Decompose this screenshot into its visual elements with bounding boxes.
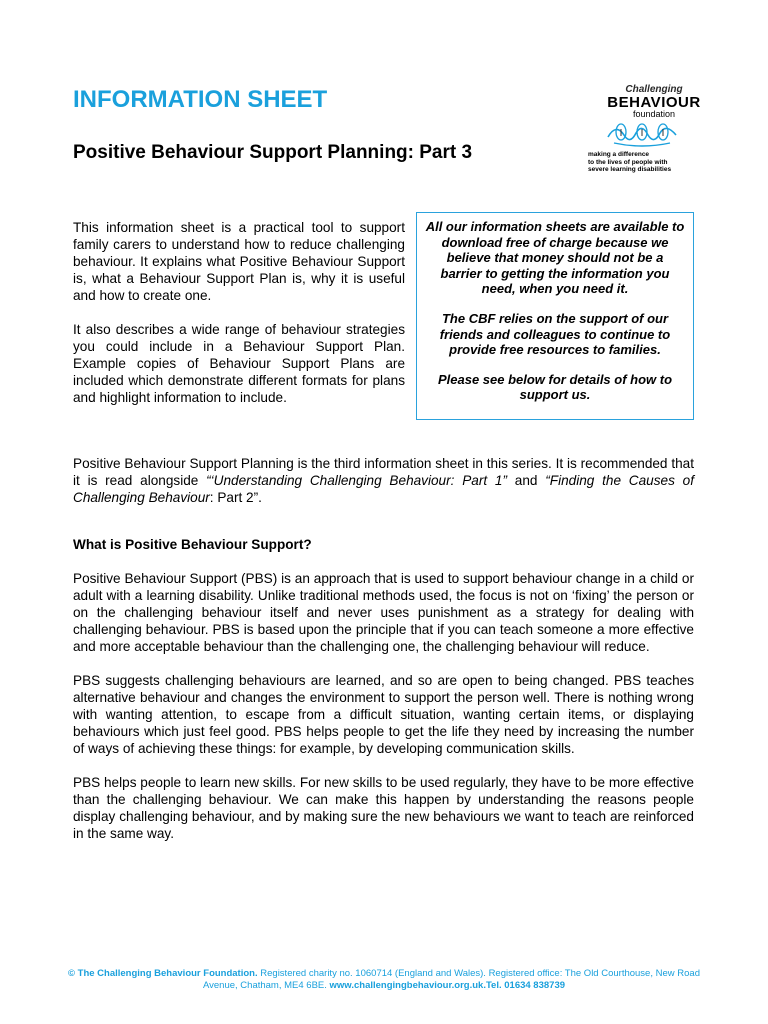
series-paragraph: Positive Behaviour Support Planning is the third information sheet in this series. It is recommended that it is read alongside “‘Understanding Challenging Behaviour: Part 1” and “Finding the Causes of Challenging Behaviour: Part 2”. <box>73 456 694 505</box>
logo-line-1: Challenging <box>625 84 683 95</box>
series-reference-1: “‘Understanding Challenging Behaviour: Part 1” <box>206 473 507 488</box>
logo-figures-icon <box>606 121 678 147</box>
logo-line-3: foundation <box>632 109 676 119</box>
notice-paragraph: All our information sheets are available to download free of charge because we believe that money should not be a barrier to getting the information you need, when you need it. <box>425 219 685 297</box>
section-heading: What is Positive Behaviour Support? <box>73 537 312 552</box>
page-subtitle: Positive Behaviour Support Planning: Part 3 <box>73 142 473 163</box>
intro-paragraph: It also describes a wide range of behaviour strategies you could include in a Behaviour Support Plan. Example copies of Behaviour Support Plans are included which demonstrate different formats for plans and highlight information to include. <box>73 322 405 405</box>
footer <box>60 968 708 991</box>
intro-paragraph: This information sheet is a practical tool to support family carers to understand how to reduce challenging behaviour. It explains what Positive Behaviour Support is, what a Behaviour Support Plan is, why it is useful and how to create one. <box>73 220 405 303</box>
logo-tagline: making a difference to the lives of people with severe learning disabilities <box>588 151 672 173</box>
cbf-logo <box>584 84 714 192</box>
section-paragraph: PBS suggests challenging behaviours are learned, and so are open to being changed. PBS teaches alternative behaviour and changes the environment to support the person well. There is nothing wrong with wanting attention, to escape from a difficult situation, wanting certain items, or displaying behaviours which just feel good. PBS helps people to get the life they need by increasing the number of ways of achieving these things: for example, by developing communication skills. <box>73 673 694 756</box>
section-paragraph: PBS helps people to learn new skills. For new skills to be used regularly, they have to be more effective than the challenging behaviour. We can make this happen by understanding the reasons people display challenging behaviour, and by making sure the new behaviours we want to teach are reinforced in the same way. <box>73 775 694 841</box>
notice-paragraph: Please see below for details of how to support us. <box>437 371 673 403</box>
footer-contact-link[interactable]: www.challengingbehaviour.org.uk.Tel. 01634 838739 <box>329 979 566 991</box>
notice-paragraph: The CBF relies on the support of our friends and colleagues to continue to provide free resources to families. <box>439 310 671 358</box>
free-resources-notice <box>416 212 694 420</box>
footer-charity-info: Registered charity no. 1060714 (England and Wales). Registered office: The Old Courthouse, New Road Avenue, Chatham, ME4 6BE. <box>202 968 700 991</box>
main-content <box>73 455 694 859</box>
series-reference-2: “Finding the Causes of Challenging Behaviour <box>73 473 694 505</box>
footer-org: © The Challenging Behaviour Foundation. <box>68 968 258 979</box>
logo-line-2: BEHAVIOUR <box>607 94 701 111</box>
intro-section <box>73 219 405 423</box>
page-title: INFORMATION SHEET <box>73 86 328 113</box>
section-paragraph: Positive Behaviour Support (PBS) is an approach that is used to support behaviour change in a child or adult with a learning disability. Unlike traditional methods used, the focus is not on ‘fixing’ the person or on the challenging behaviour itself and never uses punishment as a strategy for dealing with challenging behaviour. PBS is based upon the principle that if you can teach someone a more effective and more acceptable behaviour than the challenging one, the challenging behaviour will reduce. <box>73 571 694 654</box>
